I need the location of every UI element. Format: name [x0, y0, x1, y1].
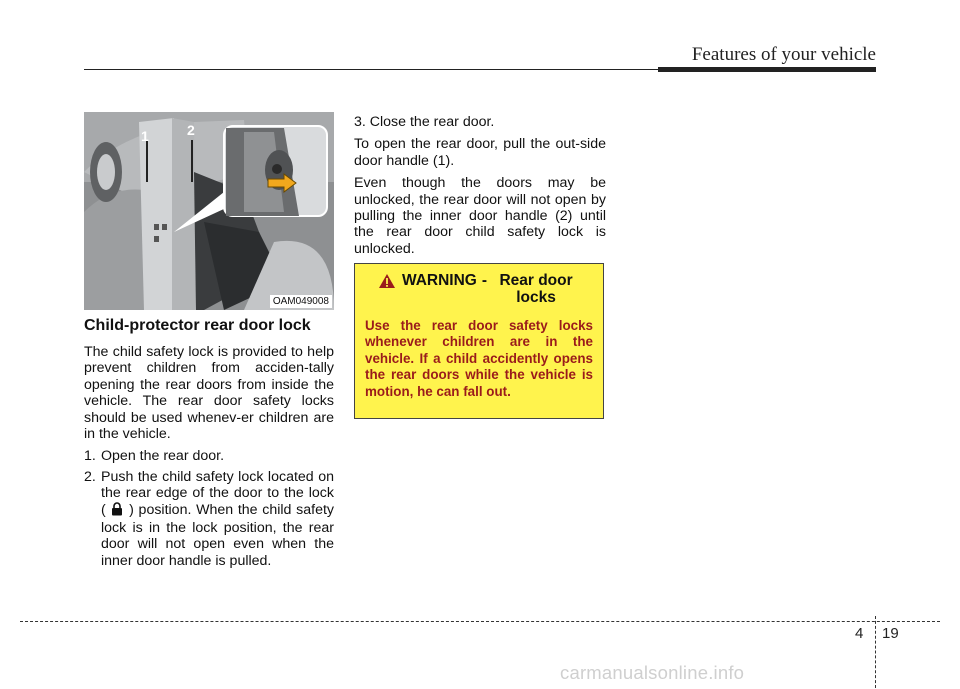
step-2-text: [101, 469, 334, 569]
page-number: 19: [882, 625, 899, 642]
footer-rule: [20, 621, 940, 622]
warning-subject: Rear door locks: [499, 272, 573, 306]
watermark: carmanualsonline.info: [560, 662, 745, 683]
warning-separator: -: [481, 272, 488, 289]
chapter-number: 4: [855, 625, 864, 642]
door-lock-illustration: [84, 112, 334, 310]
step-2-text-a: Push the child safety lock located on the rear edge of the door to the lock (: [101, 468, 334, 518]
page-header-title: Features of your vehicle: [691, 44, 876, 65]
section-heading: Child-protector rear door lock: [84, 317, 311, 334]
right-column: [354, 114, 606, 263]
step-1-text: Open the rear door.: [101, 448, 225, 465]
step-2-number: 2.: [84, 468, 96, 485]
footer-divider: [875, 616, 876, 688]
unlock-paragraph: Even though the doors may be unlocked, the rear door will not open by pulling the inner door handle (2) until the rear door child safety lock is unlocked.: [354, 175, 606, 257]
step-2: [84, 469, 334, 569]
door-lock-drawing: [84, 112, 334, 310]
warning-title: [365, 272, 593, 306]
warning-label: WARNING: [401, 272, 477, 289]
open-door-paragraph: To open the rear door, pull the out-side door handle (1).: [354, 136, 606, 169]
callout-1: 1: [141, 128, 149, 144]
callout-2: 2: [187, 122, 195, 138]
left-column: [84, 316, 334, 573]
figure-code: OAM049008: [270, 295, 332, 308]
intro-paragraph: The child safety lock is provided to help prevent children from acciden-tally opening the rear doors from inside the vehicle. The rear door safety locks should be used whenev-er children are in the vehicle.: [84, 344, 334, 443]
step-1: [84, 448, 334, 464]
step-1-number: 1.: [84, 448, 96, 465]
warning-text: Use the rear door safety locks whenever children are in the vehicle. If a child accidently opens the rear doors while the vehicle is motion, he can fall out.: [365, 318, 593, 399]
lock-icon: [111, 502, 123, 520]
step-3-text: 3. Close the rear door.: [354, 114, 495, 130]
step-2-text-b: ) position. When the child safety lock is in the lock position, the rear door will not open even when the inner door handle is pulled.: [101, 501, 334, 569]
header-rule-accent: [658, 67, 876, 72]
warning-triangle-icon: [378, 273, 396, 293]
warning-box: [354, 263, 604, 419]
